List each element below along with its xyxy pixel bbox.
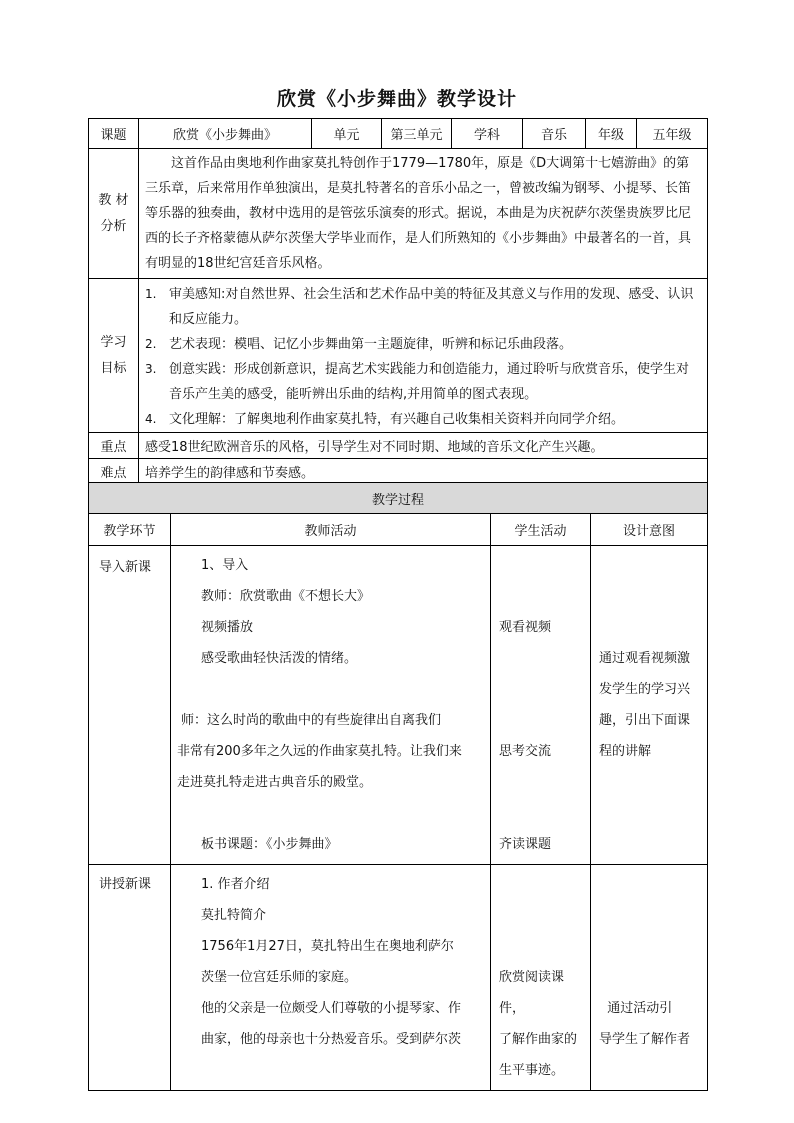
course-label: 课题	[89, 119, 139, 149]
key-point-row	[89, 433, 708, 459]
teacher-line: 1. 作者介绍	[201, 877, 270, 892]
teacher-line: 茨堡一位宫廷乐师的家庭。	[201, 970, 358, 985]
student-line	[499, 643, 584, 674]
intent-line	[599, 869, 701, 900]
intent-line: 导学生了解作者	[599, 1032, 691, 1047]
teacher-line: 板书课题：《小步舞曲》	[201, 837, 338, 852]
process-columns-row	[89, 514, 708, 546]
goals-list	[139, 280, 707, 432]
student-line: 思考交流	[499, 744, 552, 759]
intent-line	[599, 581, 701, 612]
process-header-row	[89, 483, 708, 514]
unit-label: 单元	[312, 119, 382, 149]
teacher-line: 感受歌曲轻快活泼的情绪。	[201, 651, 358, 666]
subject-label: 学科	[452, 119, 523, 149]
student-activity	[491, 865, 591, 1091]
process-header: 教学过程	[89, 483, 708, 514]
col-stage-header: 教学环节	[89, 514, 171, 546]
col-teacher-header: 教师活动	[171, 514, 491, 546]
student-line	[499, 931, 584, 962]
teacher-line: 他的父亲是一位颇受人们尊敬的小提琴家、作	[201, 1001, 462, 1016]
student-line: 了解作曲家的	[499, 1032, 578, 1047]
teacher-line: 莫扎特简介	[201, 908, 267, 923]
teacher-line: 曲家，他的母亲也十分热爱音乐。受到萨尔茨	[201, 1032, 462, 1047]
design-intent	[591, 865, 708, 1091]
goal-text: 文化理解：了解奥地利作曲家莫扎特，有兴趣自己收集相关资料并向同学介绍。	[169, 411, 625, 427]
goal-item	[145, 407, 701, 432]
goals-label-line2: 目标	[100, 360, 127, 376]
goal-text: 审美感知:对自然世界、社会生活和艺术作品中美的特征及其意义与作用的发现、感受、认识和反应能力。	[169, 286, 694, 327]
teacher-line: 走进莫扎特走进古典音乐的殿堂。	[177, 775, 373, 790]
student-line: 生平事迹。	[499, 1063, 565, 1078]
intent-line	[599, 612, 701, 643]
goal-item	[145, 357, 701, 407]
course-value: 欣赏《小步舞曲》	[139, 119, 312, 149]
student-line	[499, 550, 584, 581]
intent-line	[599, 550, 701, 581]
stage-row	[89, 546, 708, 865]
design-intent	[591, 546, 708, 865]
teacher-line: 1、导入	[201, 558, 249, 573]
subject-value: 音乐	[523, 119, 586, 149]
intent-line	[599, 931, 701, 962]
intent-line: 程的讲解	[599, 744, 652, 759]
analysis-text: 这首作品由奥地利作曲家莫扎特创作于1779—1780年，原是《D大调第十七嬉游曲》的第三乐章，后来常用作单独演出，是莫扎特著名的音乐小品之一，曾被改编为钢琴、小提琴、长笛等乐器的独奏曲，教材中选用的是管弦乐演奏的形式。据说，本曲是为庆祝萨尔茨堡贵族罗比尼西的长子齐格蒙德从萨尔茨堡大学毕业而作，是人们所熟知的《小步舞曲》中最著名的一首，具有明显的18世纪宫廷音乐风格。	[145, 156, 692, 271]
col-intent-header: 设计意图	[591, 514, 708, 546]
teacher-line: 视频播放	[201, 620, 254, 635]
student-line	[499, 705, 584, 736]
goals-label	[89, 279, 139, 433]
grade-label: 年级	[586, 119, 637, 149]
key-point-label: 重点	[89, 433, 139, 459]
info-row	[89, 119, 708, 149]
goal-num: 4.	[145, 411, 157, 426]
student-line	[499, 581, 584, 612]
goals-cell	[139, 279, 708, 433]
grade-value: 五年级	[637, 119, 708, 149]
goal-num: 2.	[145, 336, 157, 351]
intent-line: 发学生的学习兴	[599, 682, 691, 697]
student-line: 欣赏阅读课件，	[499, 970, 565, 1016]
difficulty-label: 难点	[89, 459, 139, 485]
page-title: 欣赏《小步舞曲》教学设计	[276, 88, 517, 110]
analysis-cell	[139, 149, 708, 279]
goal-num: 1.	[145, 286, 157, 301]
col-student-header: 学生活动	[491, 514, 591, 546]
teacher-line: 教师：欣赏歌曲《不想长大》	[201, 589, 371, 604]
student-line: 观看视频	[499, 620, 552, 635]
goal-text: 创意实践：形成创新意识，提高艺术实践能力和创造能力，通过聆听与欣赏音乐，使学生对音乐产生美的感受，能听辨出乐曲的结构,并用简单的图式表现。	[169, 361, 690, 402]
teacher-line: 师：这么时尚的歌曲中的有些旋律出自离我们	[181, 713, 442, 728]
teacher-line	[201, 798, 484, 829]
intent-line	[599, 962, 701, 993]
student-activity	[491, 546, 591, 865]
student-line: 齐读课题	[499, 837, 552, 852]
analysis-row	[89, 149, 708, 279]
student-line	[499, 674, 584, 705]
intent-line: 通过观看视频激	[599, 651, 691, 666]
student-line	[499, 767, 584, 798]
student-line	[499, 900, 584, 931]
difficulty-text: 培养学生的韵律感和节奏感。	[139, 459, 708, 485]
unit-value: 第三单元	[382, 119, 452, 149]
intent-line: 通过活动引	[599, 1001, 673, 1016]
goal-item	[145, 282, 701, 332]
student-line	[499, 798, 584, 829]
difficulty-row	[89, 459, 708, 485]
info-table	[88, 118, 708, 485]
goals-row	[89, 279, 708, 433]
teacher-activity	[171, 865, 491, 1091]
intent-line	[599, 900, 701, 931]
stage-row	[89, 865, 708, 1091]
analysis-label-line2: 分析	[100, 218, 127, 234]
teacher-activity	[171, 546, 491, 865]
goals-label-line1: 学习	[100, 334, 127, 350]
analysis-label	[89, 149, 139, 279]
stage-name: 讲授新课	[89, 865, 171, 1091]
stage-name: 导入新课	[89, 546, 171, 865]
process-table	[88, 482, 708, 1091]
goal-item	[145, 332, 701, 357]
intent-line: 趣，引出下面课	[599, 713, 691, 728]
student-line	[499, 869, 584, 900]
key-point-text: 感受18世纪欧洲音乐的风格，引导学生对不同时期、地域的音乐文化产生兴趣。	[139, 433, 708, 459]
teacher-line: 1756年1月27日，莫扎特出生在奥地利萨尔	[201, 939, 454, 954]
goal-num: 3.	[145, 361, 157, 376]
teacher-line	[201, 674, 484, 705]
teacher-line: 非常有200多年之久远的作曲家莫扎特。让我们来	[177, 744, 462, 759]
analysis-label-line1: 教 材	[98, 192, 129, 208]
goal-text: 艺术表现：模唱、记忆小步舞曲第一主题旋律，听辨和标记乐曲段落。	[169, 336, 573, 352]
